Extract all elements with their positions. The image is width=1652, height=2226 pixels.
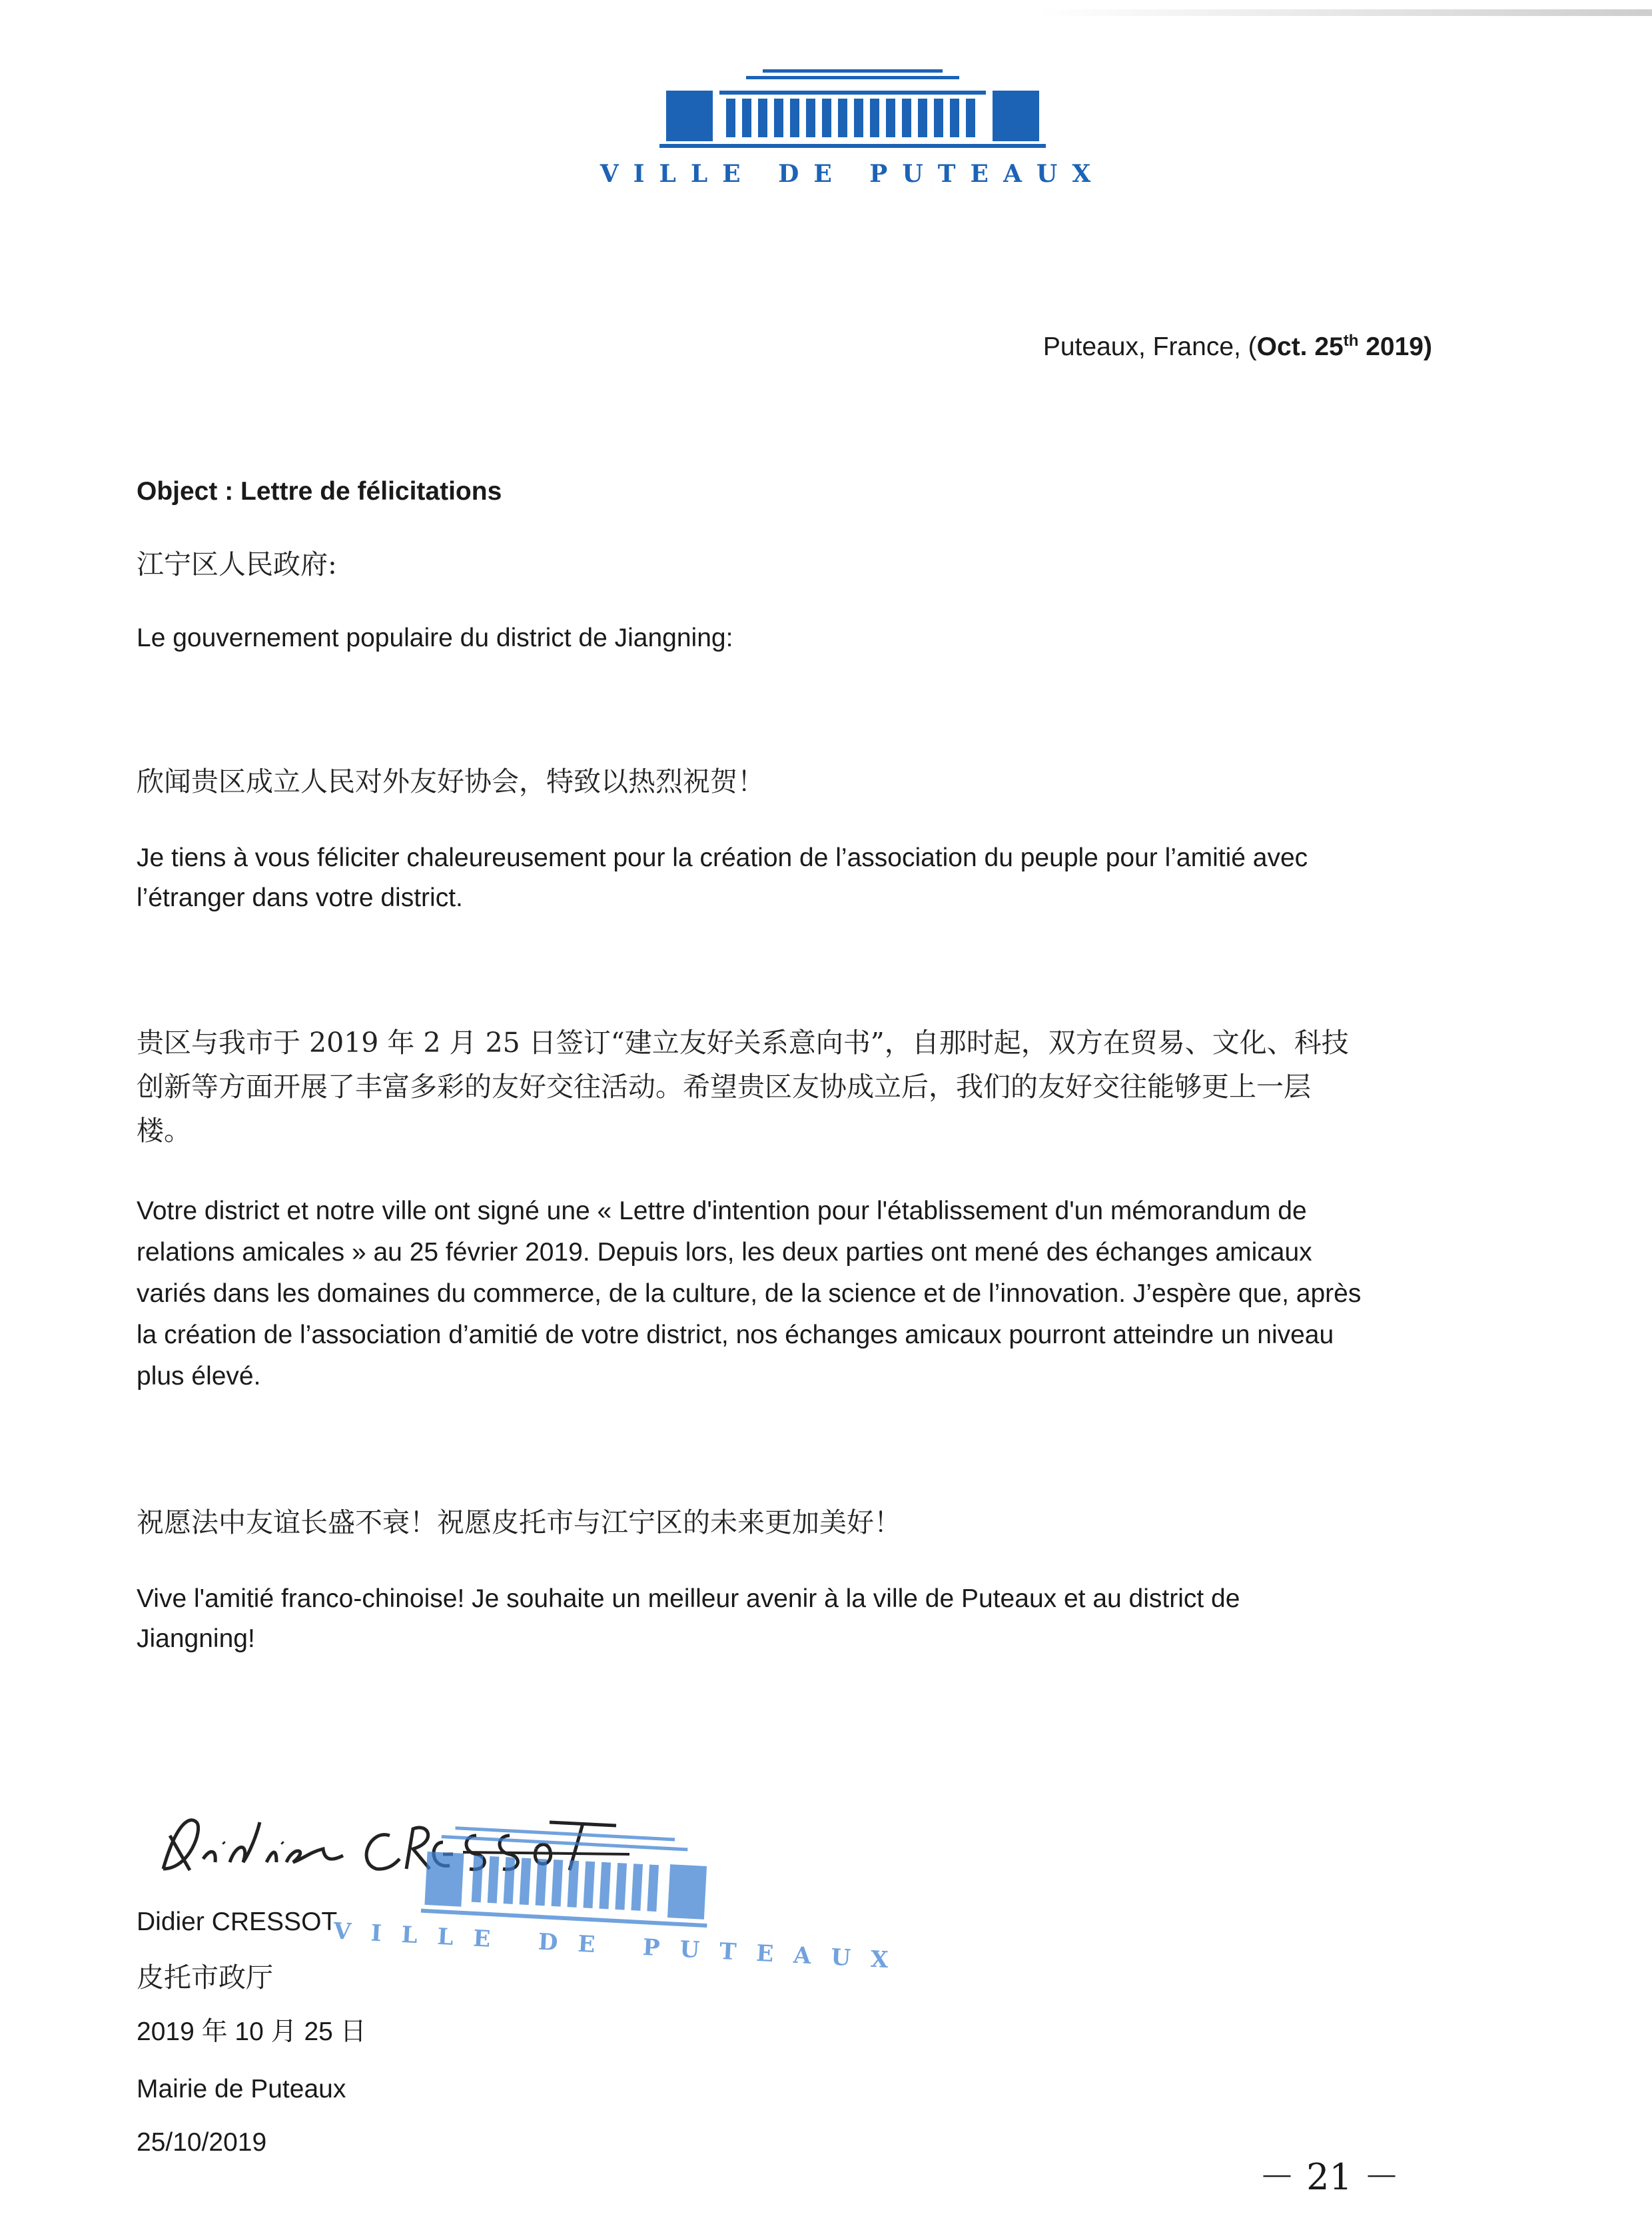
para2-zh-line: 贵区与我市于 2019 年 2 月 25 日签订“建立友好关系意向书”，自那时起，双方在贸易、文化、科技 — [137, 1027, 1349, 1059]
date-line — [1043, 332, 1432, 362]
date-year: 2019) — [1358, 332, 1432, 361]
signatory-org-zh: 皮托市政厅 — [137, 1961, 273, 1993]
town-hall-icon — [653, 67, 1052, 153]
para1-fr-line: l’étranger dans votre district. — [137, 883, 463, 912]
para3-fr-line: Vive l'amitié franco-chinoise! Je souhaite un meilleur avenir à la ville de Puteaux et au district de — [137, 1584, 1240, 1613]
letterhead-logo — [600, 67, 1106, 200]
date-suffix: th — [1343, 332, 1359, 350]
para2-fr-line: variés dans les domaines du commerce, de la culture, de la science et de l’innovation. J’espère que, après — [137, 1279, 1362, 1308]
stamp-name: VILLE DE PUTEAUX — [332, 1918, 909, 1975]
signatory-org-fr: Mairie de Puteaux — [137, 2075, 346, 2103]
para1-fr-line: Je tiens à vous féliciter chaleureusement pour la création de l’association du peuple pour l’amitié avec — [137, 843, 1308, 872]
para2-zh-line: 创新等方面开展了丰富多彩的友好交往活动。希望贵区友协成立后，我们的友好交往能够更上一层 — [137, 1071, 1311, 1103]
para3-fr-line: Jiangning! — [137, 1624, 255, 1653]
para2-fr-line: plus élevé. — [137, 1362, 261, 1391]
letterhead-name: VILLE DE PUTEAUX — [600, 160, 1106, 188]
para2-zh-line: 楼。 — [137, 1115, 191, 1147]
stamp-town-hall-icon — [410, 1811, 722, 1940]
signature-date-fr: 25/10/2019 — [137, 2128, 267, 2157]
para2-fr-line: la création de l’association d’amitié de votre district, nos échanges amicaux pourront atteindre un niveau — [137, 1321, 1334, 1349]
salutation-zh: 江宁区人民政府: — [137, 548, 337, 580]
signature-date-zh: 2019 年 10 月 25 日 — [137, 2017, 366, 2046]
para3-zh: 祝愿法中友谊长盛不衰！祝愿皮托市与江宁区的未来更加美好！ — [137, 1506, 901, 1538]
para2-fr-line: Votre district et notre ville ont signé une « Lettre d'intention pour l'établissement d'un mémorandum de — [137, 1197, 1307, 1225]
para2-fr-line: relations amicales » au 25 février 2019. Depuis lors, les deux parties ont mené des échanges amicaux — [137, 1238, 1312, 1267]
para1-zh: 欣闻贵区成立人民对外友好协会，特致以热烈祝贺！ — [137, 766, 765, 798]
official-stamp — [332, 1819, 909, 2019]
date-prefix: Puteaux, France, ( — [1042, 332, 1257, 361]
scan-edge — [1039, 9, 1652, 16]
page-number: － 21 － — [1259, 2156, 1400, 2198]
object-line: Object : Lettre de félicitations — [137, 477, 502, 506]
salutation-fr: Le gouvernement populaire du district de Jiangning: — [137, 624, 733, 652]
date-main: Oct. 25 — [1256, 332, 1344, 361]
signatory-name: Didier CRESSOT — [137, 1908, 338, 1936]
